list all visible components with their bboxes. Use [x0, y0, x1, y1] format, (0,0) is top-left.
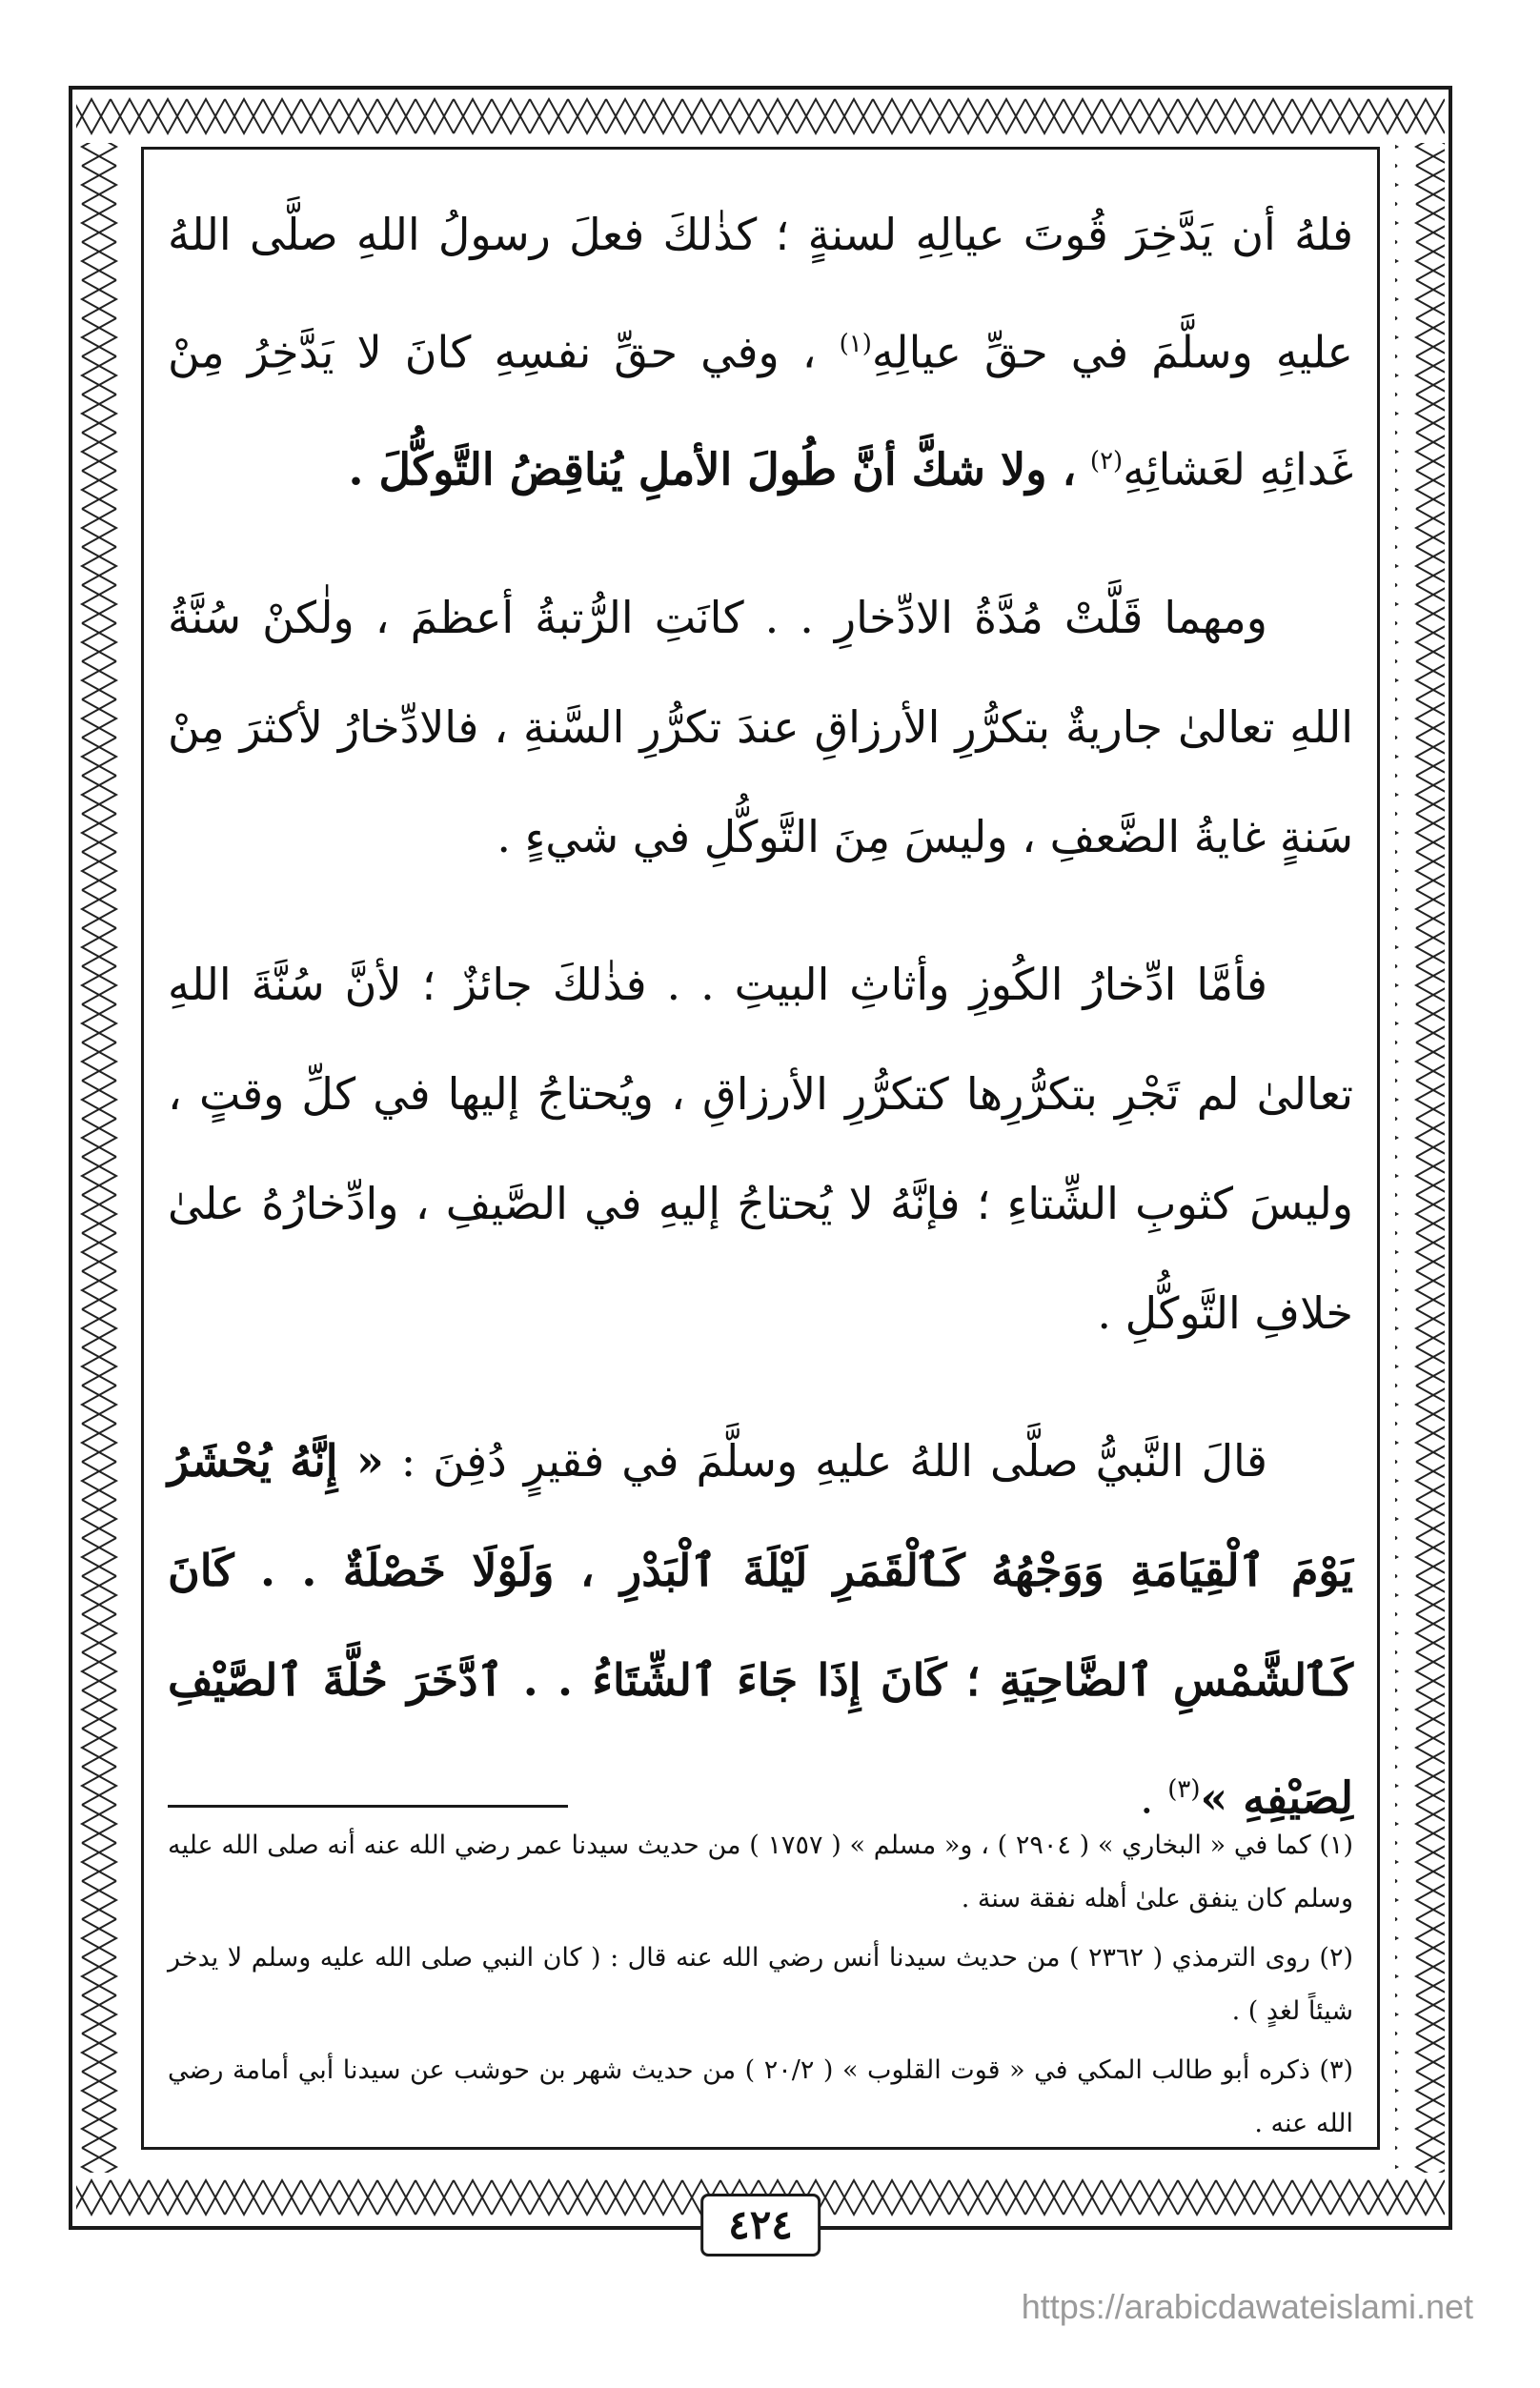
paragraph-text: ، وفي حقِّ نفسِهِ كانَ لا يَدَّخِرُ مِنْ غَدائِهِ لعَشائِهِ — [168, 326, 1353, 496]
footnote-divider — [168, 1805, 568, 1808]
paragraph-1 — [168, 180, 1353, 525]
paragraph-text: قالَ النَّبيُّ صلَّى اللهُ عليهِ وسلَّمَ في فقيرٍ دُفِنَ : — [400, 1434, 1267, 1487]
footnotes — [168, 1819, 1353, 2156]
footnote-1: (١) كما في « البخاري » ( ٢٩٠٤ ) ، و« مسلم » ( ١٧٥٧ ) من حديث سيدنا عمر رضي الله عنه أنه صلى الله عليه وسلم كان ينفق علىٰ أهله نفقة سنة . — [168, 1831, 1353, 1913]
paragraph-text: فلهُ أن يَدَّخِرَ قُوتَ عيالِهِ لسنةٍ ؛ كذٰلكَ فعلَ رسولُ اللهِ صلَّى اللهُ عليهِ وسلَّمَ في حقِّ عيالِهِ — [168, 209, 1353, 378]
paragraph-3: فأمَّا ادِّخارُ الكُوزِ وأثاثِ البيتِ . . فذٰلكَ جائزٌ ؛ لأنَّ سُنَّةَ اللهِ تعالىٰ لم تَجْرِ بتكرُّرِها كتكرُّرِ الأرزاقِ ، ويُحتاجُ إليها في كلِّ وقتٍ ، وليسَ كثوبِ الشِّتاءِ ؛ فإنَّهُ لا يُحتاجُ إليهِ في الصَّيفِ ، وادِّخارُهُ علىٰ خلافِ التَّوكُّلِ . — [168, 958, 1353, 1339]
watermark-url: https://arabicdawateislami.net — [1021, 2287, 1473, 2326]
footnote-3: (٣) ذكره أبو طالب المكي في « قوت القلوب » ( ٢٠/٢ ) من حديث شهر بن حوشب عن سيدنا أبي أمامة رضي الله عنه . — [168, 2055, 1353, 2138]
paragraph-2: ومهما قَلَّتْ مُدَّةُ الادِّخارِ . . كانَتِ الرُّتبةُ أعظمَ ، ولٰكنْ سُنَّةُ اللهِ تعالىٰ جاريةٌ بتكرُّرِ الأرزاقِ عندَ تكرُّرِ السَّنةِ ، فالادِّخارُ لأكثرَ مِنْ سَنةٍ غايةُ الضَّعفِ ، وليسَ مِنَ التَّوكُّلِ في شيءٍ . — [168, 591, 1353, 862]
paragraph-text: . — [1139, 1771, 1154, 1823]
hadith-quote: « إِنَّهُ يُحْشَرُ يَوْمَ ٱلْقِيَامَةِ وَوَجْهُهُ كَٱلْقَمَرِ لَيْلَةَ ٱلْبَدْرِ ، وَلَوْلَا خَصْلَةٌ . . كَانَ كَٱلشَّمْسِ ٱلضَّاحِيَةِ ؛ كَانَ إِذَا جَاءَ ٱلشِّتَاءُ . . ٱدَّخَرَ حُلَّةَ ٱلصَّيْفِ لِصَيْفِهِ » — [168, 1434, 1353, 1823]
page-frame — [69, 86, 1452, 2248]
footnote-ref-2[interactable]: (٢) — [1089, 447, 1124, 476]
footnote-ref-3[interactable]: (٣) — [1167, 1774, 1201, 1804]
main-text — [168, 180, 1353, 1891]
paragraph-text: ، ولا شكَّ أنَّ طُولَ الأملِ يُناقِضُ التَّوكُّلَ . — [348, 443, 1077, 496]
paragraph-4 — [168, 1406, 1353, 1852]
footnote-2: (٢) روى الترمذي ( ٢٣٦٢ ) من حديث سيدنا أنس رضي الله عنه قال : ( كان النبي صلى الله عليه وسلم لا يدخر شيئاً لغدٍ ) . — [168, 1943, 1354, 2026]
page-number: ٤٢٤ — [700, 2194, 821, 2256]
footnote-ref-1[interactable]: (١) — [839, 330, 872, 358]
